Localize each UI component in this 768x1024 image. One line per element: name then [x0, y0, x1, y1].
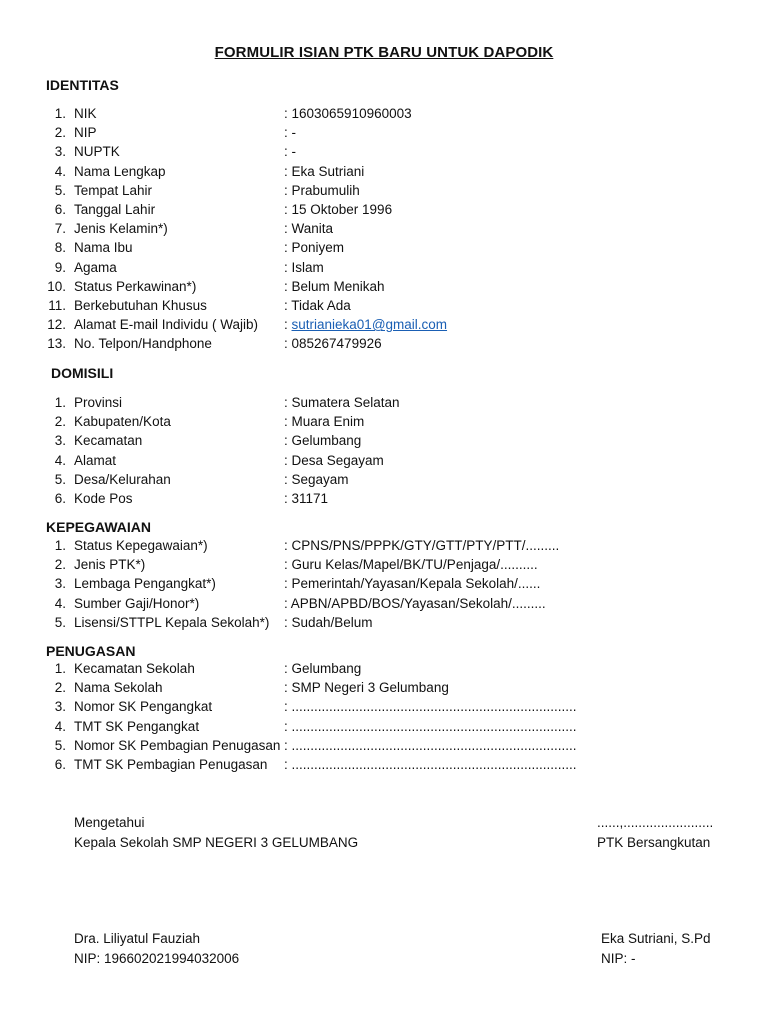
field-value: : APBN/APBD/BOS/Yayasan/Sekolah/......... [284, 595, 546, 611]
row-number: 5. [54, 182, 66, 198]
right-signature-nip: NIP: - [601, 951, 636, 966]
field-value: : Prabumulih [284, 182, 360, 198]
field-value: : - [284, 144, 296, 160]
form-row [0, 697, 768, 716]
right-signature-date-place: ......,........................ [597, 815, 714, 830]
form-row [0, 717, 768, 736]
field-value: : ............................................................................ [284, 718, 577, 734]
field-value: : CPNS/PNS/PPPK/GTY/GTT/PTY/PTT/......... [284, 538, 560, 553]
form-row [0, 431, 768, 450]
field-label: NUPTK [74, 144, 120, 160]
form-row [0, 594, 768, 613]
field-label: Berkebutuhan Khusus [74, 298, 207, 313]
form-row [0, 162, 768, 181]
form-row [0, 613, 768, 632]
row-number: 9. [54, 259, 66, 275]
form-row [0, 736, 768, 755]
field-label: Kecamatan Sekolah [74, 661, 195, 676]
field-label: Sumber Gaji/Honor*) [74, 595, 200, 611]
field-label: Status Kepegawaian*) [74, 538, 208, 553]
form-row [0, 412, 768, 431]
form-row [0, 574, 768, 593]
form-row [0, 451, 768, 470]
form-row [0, 104, 768, 123]
section-heading-kepegawaian: KEPEGAWAIAN [46, 519, 152, 535]
field-value: : Gelumbang [284, 661, 362, 676]
field-label: Jenis Kelamin*) [74, 221, 168, 237]
field-label: TMT SK Pembagian Penugasan [74, 757, 268, 772]
row-number: 3. [54, 699, 66, 715]
field-label: Nomor SK Pembagian Penugasan [74, 737, 281, 753]
left-signature-name: Dra. Liliyatul Fauziah [74, 931, 201, 946]
form-row [0, 181, 768, 200]
email-link[interactable]: sutrianieka01@gmail.com [291, 317, 448, 333]
field-value: : Tidak Ada [284, 298, 351, 313]
form-row [0, 659, 768, 678]
row-number: 11. [48, 298, 66, 313]
row-number: 3. [54, 144, 66, 160]
row-number: 3. [54, 576, 66, 592]
field-value: : 31171 [284, 491, 329, 506]
form-row [0, 489, 768, 508]
form-row [0, 142, 768, 161]
field-value: : 1603065910960003 [284, 106, 412, 121]
field-value: : Belum Menikah [284, 278, 385, 294]
field-label: Kabupaten/Kota [74, 414, 171, 430]
form-row [0, 258, 768, 277]
field-label: Nomor SK Pengangkat [74, 699, 213, 715]
row-number: 4. [54, 163, 66, 179]
form-row [0, 296, 768, 315]
field-label: Desa/Kelurahan [74, 471, 171, 487]
row-number: 6. [54, 757, 66, 772]
field-label: No. Telpon/Handphone [74, 336, 212, 352]
field-label: NIP [74, 125, 97, 141]
row-number: 4. [54, 595, 66, 611]
row-number: 6. [54, 202, 66, 217]
row-number: 2. [54, 414, 66, 430]
row-number: 5. [54, 471, 66, 487]
section-heading-penugasan: PENUGASAN [46, 643, 136, 659]
form-row [0, 555, 768, 574]
row-number: 2. [54, 680, 66, 696]
form-row [0, 315, 768, 334]
left-signature-nip: NIP: 196602021994032006 [74, 951, 240, 966]
field-value: : Pemerintah/Yayasan/Kepala Sekolah/...... [284, 576, 541, 592]
form-row [0, 536, 768, 555]
field-label: Nama Ibu [74, 240, 133, 256]
field-label: NIK [74, 106, 97, 121]
field-label: Tempat Lahir [74, 182, 153, 198]
row-number: 13. [47, 336, 66, 352]
field-value: : Sumatera Selatan [284, 395, 400, 410]
form-row [0, 393, 768, 412]
row-number: 2. [54, 125, 66, 141]
field-label: Jenis PTK*) [74, 557, 146, 573]
field-label: Lisensi/STTPL Kepala Sekolah*) [74, 614, 270, 630]
form-row [0, 334, 768, 353]
left-signature-line1: Mengetahui [74, 815, 145, 830]
field-value: : Desa Segayam [284, 452, 384, 468]
row-number: 8. [54, 240, 66, 256]
field-label: Alamat [74, 452, 117, 468]
right-signature-name: Eka Sutriani, S.Pd [601, 931, 711, 946]
field-value: : 085267479926 [284, 336, 382, 352]
field-value: : Gelumbang [284, 433, 362, 449]
form-row [0, 277, 768, 296]
form-row [0, 678, 768, 697]
form-row [0, 200, 768, 219]
section-heading-identitas: IDENTITAS [46, 77, 119, 93]
field-label: Agama [74, 259, 117, 275]
row-number: 5. [54, 737, 66, 753]
field-value: : Eka Sutriani [284, 163, 365, 179]
field-value: : SMP Negeri 3 Gelumbang [284, 680, 449, 696]
field-label: TMT SK Pengangkat [74, 718, 200, 734]
row-number: 12. [47, 317, 66, 333]
field-value: : Guru Kelas/Mapel/BK/TU/Penjaga/.......... [284, 557, 538, 573]
field-label: Nama Lengkap [74, 163, 166, 179]
field-label: Provinsi [74, 395, 123, 410]
row-number: 2. [54, 557, 66, 573]
row-number: 4. [54, 452, 66, 468]
field-value: : Segayam [284, 471, 349, 487]
row-number: 6. [54, 491, 66, 506]
section-heading-domisili: DOMISILI [51, 365, 114, 381]
field-value: : ............................................................................ [284, 757, 577, 772]
row-number: 1. [54, 106, 66, 121]
row-number: 7. [54, 221, 66, 237]
form-row [0, 470, 768, 489]
row-number: 4. [54, 718, 66, 734]
field-value: : Wanita [284, 221, 334, 237]
page-title: FORMULIR ISIAN PTK BARU UNTUK DAPODIK [214, 44, 554, 61]
field-value: : 15 Oktober 1996 [284, 202, 393, 217]
field-value: : Islam [284, 259, 324, 275]
form-row [0, 755, 768, 774]
row-number: 10. [47, 278, 66, 294]
field-label: Kode Pos [74, 491, 133, 506]
right-signature-title: PTK Bersangkutan [597, 835, 711, 850]
field-label: Nama Sekolah [74, 680, 163, 696]
row-number: 1. [54, 661, 66, 676]
left-signature-title: Kepala Sekolah SMP NEGERI 3 GELUMBANG [74, 835, 359, 850]
field-label: Status Perkawinan*) [74, 278, 197, 294]
field-label: Tanggal Lahir [74, 202, 156, 217]
form-row [0, 123, 768, 142]
field-label: Kecamatan [74, 433, 143, 449]
field-value: : ............................................................................ [284, 737, 577, 753]
field-value: : Poniyem [284, 240, 345, 256]
field-label: Alamat E-mail Individu ( Wajib) [74, 317, 259, 333]
field-value: : ............................................................................ [284, 699, 577, 715]
field-label: Lembaga Pengangkat*) [74, 576, 216, 592]
row-number: 3. [54, 433, 66, 449]
row-number: 1. [54, 538, 66, 553]
form-row [0, 238, 768, 257]
row-number: 5. [54, 614, 66, 630]
field-value: : Muara Enim [284, 414, 365, 430]
field-value-prefix: : [284, 317, 292, 333]
form-row [0, 219, 768, 238]
field-value: : Sudah/Belum [284, 614, 373, 630]
row-number: 1. [54, 395, 66, 410]
field-value [284, 315, 447, 334]
field-value: : - [284, 125, 296, 141]
